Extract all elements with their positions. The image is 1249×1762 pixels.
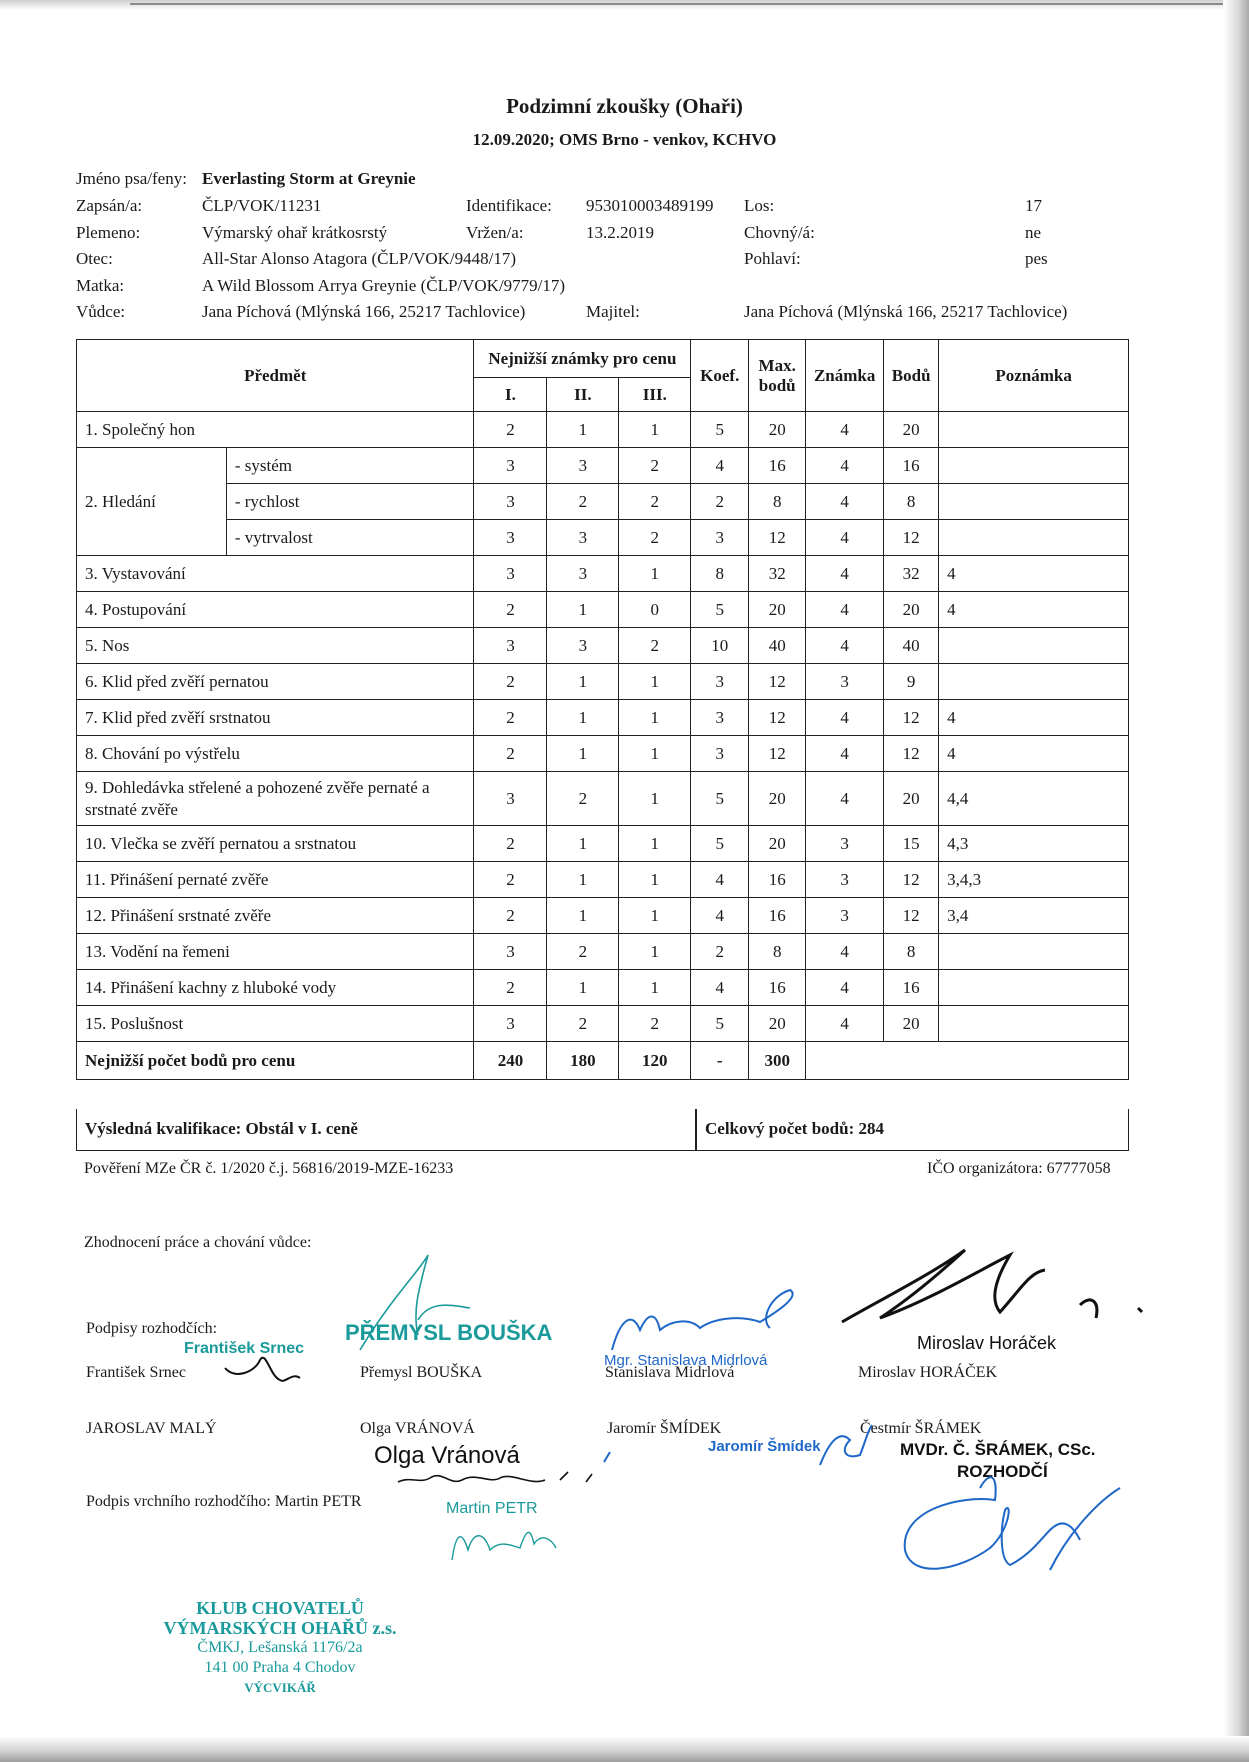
registered-label: Zapsán/a:: [76, 196, 143, 215]
row-mark: 3: [806, 898, 884, 934]
header-prize-ii: II.: [547, 378, 619, 412]
father-label: Otec:: [76, 249, 113, 268]
row-max: 16: [749, 898, 806, 934]
row-note: 3,4,3: [939, 862, 1129, 898]
row-koef: 5: [691, 826, 749, 862]
row-mark: 4: [806, 970, 884, 1006]
row-max: 12: [749, 520, 806, 556]
row-i: 3: [474, 1006, 547, 1042]
row-iii: 1: [619, 700, 691, 736]
row-i: 2: [474, 664, 547, 700]
club-line-3: ČMKJ, Lešanská 1176/2a: [197, 1639, 363, 1656]
los-value: 17: [1025, 196, 1042, 215]
row-points: 8: [884, 934, 939, 970]
born-label: Vržen/a:: [466, 223, 524, 242]
row-max: 16: [749, 862, 806, 898]
row-ii: 1: [547, 862, 619, 898]
row-points: 12: [884, 862, 939, 898]
row-koef: 3: [691, 736, 749, 772]
row-subject: 4. Postupování: [77, 592, 474, 628]
stamp-horacek: Miroslav Horáček: [917, 1333, 1057, 1353]
header-subject: Předmět: [77, 340, 474, 412]
row-i: 2: [474, 412, 547, 448]
judge-maly: JAROSLAV MALÝ: [86, 1420, 217, 1437]
summary-label: Nejnižší počet bodů pro cenu: [77, 1042, 474, 1080]
stamp-bouska: PŘEMYSL BOUŠKA: [345, 1320, 553, 1345]
sex-value: pes: [1025, 249, 1048, 268]
judges-label: Podpisy rozhodčích:: [86, 1320, 218, 1337]
stamp-vranova: Olga Vránová: [374, 1442, 520, 1469]
row-iii: 2: [619, 448, 691, 484]
row-ii: 1: [547, 898, 619, 934]
row-iii: 1: [619, 862, 691, 898]
row-subject: 8. Chování po výstřelu: [77, 736, 474, 772]
row-points: 12: [884, 520, 939, 556]
row-i: 2: [474, 592, 547, 628]
row-i: 2: [474, 826, 547, 862]
row-i: 3: [474, 934, 547, 970]
row-note: 4: [939, 736, 1129, 772]
header-points: Bodů: [884, 340, 939, 412]
row-i: 2: [474, 898, 547, 934]
row-points: 16: [884, 970, 939, 1006]
row-ii: 3: [547, 556, 619, 592]
result-qualification: Výsledná kvalifikace: Obstál v I. ceně: [85, 1119, 358, 1138]
document-title: Podzimní zkoušky (Ohaři): [506, 94, 743, 118]
row-iii: 2: [619, 520, 691, 556]
row-max: 32: [749, 556, 806, 592]
ident-value: 953010003489199: [586, 196, 714, 215]
row-mark: 4: [806, 700, 884, 736]
row-group: 2. Hledání: [77, 448, 227, 556]
stamp-sramek-title: MVDr. Č. ŠRÁMEK, CSc.: [900, 1440, 1096, 1459]
row-subject: 13. Vodění na řemeni: [77, 934, 474, 970]
ident-label: Identifikace:: [466, 196, 552, 215]
handler-label: Vůdce:: [76, 302, 126, 321]
row-koef: 4: [691, 898, 749, 934]
row-ii: 1: [547, 970, 619, 1006]
club-line-1: KLUB CHOVATELŮ: [196, 1598, 364, 1618]
row-points: 8: [884, 484, 939, 520]
row-ii: 2: [547, 772, 619, 826]
judge-bouska: Přemysl BOUŠKA: [360, 1364, 483, 1381]
row-mark: 4: [806, 412, 884, 448]
row-subject: 12. Přinášení srstnaté zvěře: [77, 898, 474, 934]
row-ii: 2: [547, 934, 619, 970]
row-iii: 1: [619, 934, 691, 970]
signature-srnec: [225, 1358, 300, 1381]
row-koef: 8: [691, 556, 749, 592]
dog-name: Everlasting Storm at Greynie: [202, 169, 416, 188]
row-subject: 10. Vlečka se zvěří pernatou a srstnatou: [77, 826, 474, 862]
row-subject: 15. Poslušnost: [77, 1006, 474, 1042]
owner-label: Majitel:: [586, 302, 640, 321]
judge-srnec: František Srnec: [86, 1364, 186, 1381]
row-points: 15: [884, 826, 939, 862]
row-max: 12: [749, 700, 806, 736]
header-prize-i: I.: [474, 378, 547, 412]
row-mark: 4: [806, 484, 884, 520]
mother-label: Matka:: [76, 276, 125, 295]
row-note: 4,3: [939, 826, 1129, 862]
row-max: 16: [749, 970, 806, 1006]
row-koef: 5: [691, 412, 749, 448]
handler-value: Jana Píchová (Mlýnská 166, 25217 Tachlovice): [202, 302, 526, 321]
row-ii: 2: [547, 484, 619, 520]
judge-smidek: Jaromír ŠMÍDEK: [607, 1420, 722, 1437]
row-ii: 1: [547, 412, 619, 448]
row-mark: 3: [806, 826, 884, 862]
row-note: 3,4: [939, 898, 1129, 934]
row-subject: 6. Klid před zvěří pernatou: [77, 664, 474, 700]
judge-midrlova: Stanislava Midrlová: [605, 1364, 735, 1381]
stamp-petr: Martin PETR: [446, 1500, 538, 1517]
row-koef: 4: [691, 448, 749, 484]
breed-label: Plemeno:: [76, 223, 141, 242]
row-max: 40: [749, 628, 806, 664]
row-iii: 1: [619, 736, 691, 772]
row-subject: - systém: [226, 448, 474, 484]
row-iii: 2: [619, 628, 691, 664]
row-mark: 4: [806, 448, 884, 484]
row-i: 3: [474, 448, 547, 484]
header-note: Poznámka: [939, 340, 1129, 412]
judge-sramek: Čestmír ŠRÁMEK: [860, 1420, 982, 1437]
breeding-label: Chovný/á:: [744, 223, 815, 242]
row-ii: 3: [547, 520, 619, 556]
breed-value: Výmarský ohař krátkosrstý: [202, 223, 388, 242]
row-mark: 4: [806, 592, 884, 628]
row-koef: 10: [691, 628, 749, 664]
row-iii: 0: [619, 592, 691, 628]
judge-vranova: Olga VRÁNOVÁ: [360, 1420, 475, 1437]
organizer-ico: IČO organizátora: 67777058: [927, 1160, 1111, 1177]
row-max: 20: [749, 772, 806, 826]
row-points: 16: [884, 448, 939, 484]
signature-petr: [452, 1532, 556, 1560]
row-i: 3: [474, 484, 547, 520]
sex-label: Pohlaví:: [744, 249, 801, 268]
row-points: 12: [884, 736, 939, 772]
signature-vranova: [398, 1472, 592, 1482]
row-koef: 4: [691, 970, 749, 1006]
chief-judge-label: Podpis vrchního rozhodčího: Martin PETR: [86, 1493, 362, 1510]
row-koef: 3: [691, 664, 749, 700]
row-iii: 1: [619, 412, 691, 448]
row-koef: 2: [691, 484, 749, 520]
row-iii: 1: [619, 772, 691, 826]
row-max: 20: [749, 412, 806, 448]
row-mark: 4: [806, 520, 884, 556]
born-value: 13.2.2019: [586, 223, 654, 242]
registered-value: ČLP/VOK/11231: [202, 196, 322, 215]
summary-ii: 180: [547, 1042, 619, 1080]
stamp-smidek: Jaromír Šmídek: [708, 1438, 821, 1455]
row-koef: 3: [691, 520, 749, 556]
row-iii: 1: [619, 556, 691, 592]
stamp-srnec: František Srnec: [184, 1340, 305, 1357]
summary-koef: -: [691, 1042, 749, 1080]
row-max: 12: [749, 664, 806, 700]
summary-max: 300: [749, 1042, 806, 1080]
row-i: 3: [474, 556, 547, 592]
club-line-2: VÝMARSKÝCH OHAŘŮ z.s.: [163, 1618, 397, 1638]
row-mark: 4: [806, 772, 884, 826]
row-subject: 3. Vystavování: [77, 556, 474, 592]
row-iii: 1: [619, 970, 691, 1006]
row-ii: 1: [547, 736, 619, 772]
signature-horacek: [842, 1250, 1142, 1322]
row-koef: 5: [691, 1006, 749, 1042]
row-ii: 3: [547, 628, 619, 664]
row-ii: 2: [547, 1006, 619, 1042]
row-koef: 4: [691, 862, 749, 898]
row-mark: 4: [806, 628, 884, 664]
row-mark: 4: [806, 1006, 884, 1042]
row-points: 20: [884, 592, 939, 628]
breeding-value: ne: [1025, 223, 1042, 242]
row-max: 20: [749, 1006, 806, 1042]
row-points: 9: [884, 664, 939, 700]
row-points: 20: [884, 1006, 939, 1042]
row-mark: 4: [806, 736, 884, 772]
row-max: 8: [749, 484, 806, 520]
row-i: 3: [474, 628, 547, 664]
stamp-midrlova: Mgr. Stanislava Midrlová: [604, 1352, 768, 1369]
row-points: 20: [884, 412, 939, 448]
row-points: 20: [884, 772, 939, 826]
evaluation-label: Zhodnocení práce a chování vůdce:: [84, 1234, 312, 1251]
row-points: 12: [884, 700, 939, 736]
header-max: Max. bodů: [749, 340, 806, 412]
row-i: 2: [474, 700, 547, 736]
row-iii: 2: [619, 484, 691, 520]
row-note: 4,4: [939, 772, 1129, 826]
row-max: 12: [749, 736, 806, 772]
row-koef: 2: [691, 934, 749, 970]
name-label: Jméno psa/feny:: [76, 169, 187, 188]
row-iii: 1: [619, 664, 691, 700]
row-iii: 1: [619, 826, 691, 862]
mother-value: A Wild Blossom Arrya Greynie (ČLP/VOK/9779/17): [202, 276, 566, 295]
row-i: 2: [474, 970, 547, 1006]
club-line-4: 141 00 Praha 4 Chodov: [204, 1659, 356, 1676]
header-mark: Známka: [806, 340, 884, 412]
row-points: 32: [884, 556, 939, 592]
club-line-5: VÝCVIKÁŘ: [244, 1680, 316, 1695]
summary-i: 240: [474, 1042, 547, 1080]
row-max: 20: [749, 592, 806, 628]
row-ii: 1: [547, 826, 619, 862]
row-iii: 2: [619, 1006, 691, 1042]
row-i: 2: [474, 736, 547, 772]
row-i: 3: [474, 520, 547, 556]
row-max: 8: [749, 934, 806, 970]
row-ii: 3: [547, 448, 619, 484]
row-subject: - vytrvalost: [226, 520, 474, 556]
signature-bouska: [360, 1255, 470, 1350]
row-points: 40: [884, 628, 939, 664]
header-min-marks: Nejnižší známky pro cenu: [474, 340, 691, 378]
row-max: 16: [749, 448, 806, 484]
row-note: 4: [939, 700, 1129, 736]
signature-smidek: [604, 1425, 872, 1465]
row-subject: - rychlost: [226, 484, 474, 520]
stamp-sramek-role: ROZHODČÍ: [957, 1462, 1048, 1481]
judge-horacek: Miroslav HORÁČEK: [858, 1364, 998, 1381]
row-subject: 7. Klid před zvěří srstnatou: [77, 700, 474, 736]
signature-sramek: [905, 1477, 1120, 1570]
row-max: 20: [749, 826, 806, 862]
row-mark: 3: [806, 664, 884, 700]
header-koef: Koef.: [691, 340, 749, 412]
row-mark: 4: [806, 556, 884, 592]
father-value: All-Star Alonso Atagora (ČLP/VOK/9448/17): [202, 249, 517, 268]
row-note: 4: [939, 556, 1129, 592]
authorization: Pověření MZe ČR č. 1/2020 č.j. 56816/2019-MZE-16233: [84, 1160, 454, 1177]
header-prize-iii: III.: [619, 378, 691, 412]
row-points: 12: [884, 898, 939, 934]
row-subject: 14. Přinášení kachny z hluboké vody: [77, 970, 474, 1006]
row-subject: 5. Nos: [77, 628, 474, 664]
document-subtitle: 12.09.2020; OMS Brno - venkov, KCHVO: [472, 130, 777, 149]
row-i: 2: [474, 862, 547, 898]
row-ii: 1: [547, 664, 619, 700]
summary-iii: 120: [619, 1042, 691, 1080]
row-note: 4: [939, 592, 1129, 628]
row-subject: 11. Přinášení pernaté zvěře: [77, 862, 474, 898]
row-ii: 1: [547, 592, 619, 628]
row-ii: 1: [547, 700, 619, 736]
row-koef: 5: [691, 592, 749, 628]
row-koef: 5: [691, 772, 749, 826]
row-mark: 4: [806, 934, 884, 970]
row-iii: 1: [619, 898, 691, 934]
signature-midrlova: [612, 1290, 793, 1350]
row-koef: 3: [691, 700, 749, 736]
row-subject: 1. Společný hon: [77, 412, 474, 448]
result-total: Celkový počet bodů: 284: [705, 1119, 884, 1138]
row-subject: 9. Dohledávka střelené a pohozené zvěře pernaté a srstnaté zvěře: [77, 772, 474, 826]
owner-value: Jana Píchová (Mlýnská 166, 25217 Tachlovice): [744, 302, 1068, 321]
row-i: 3: [474, 772, 547, 826]
los-label: Los:: [744, 196, 775, 215]
row-mark: 3: [806, 862, 884, 898]
